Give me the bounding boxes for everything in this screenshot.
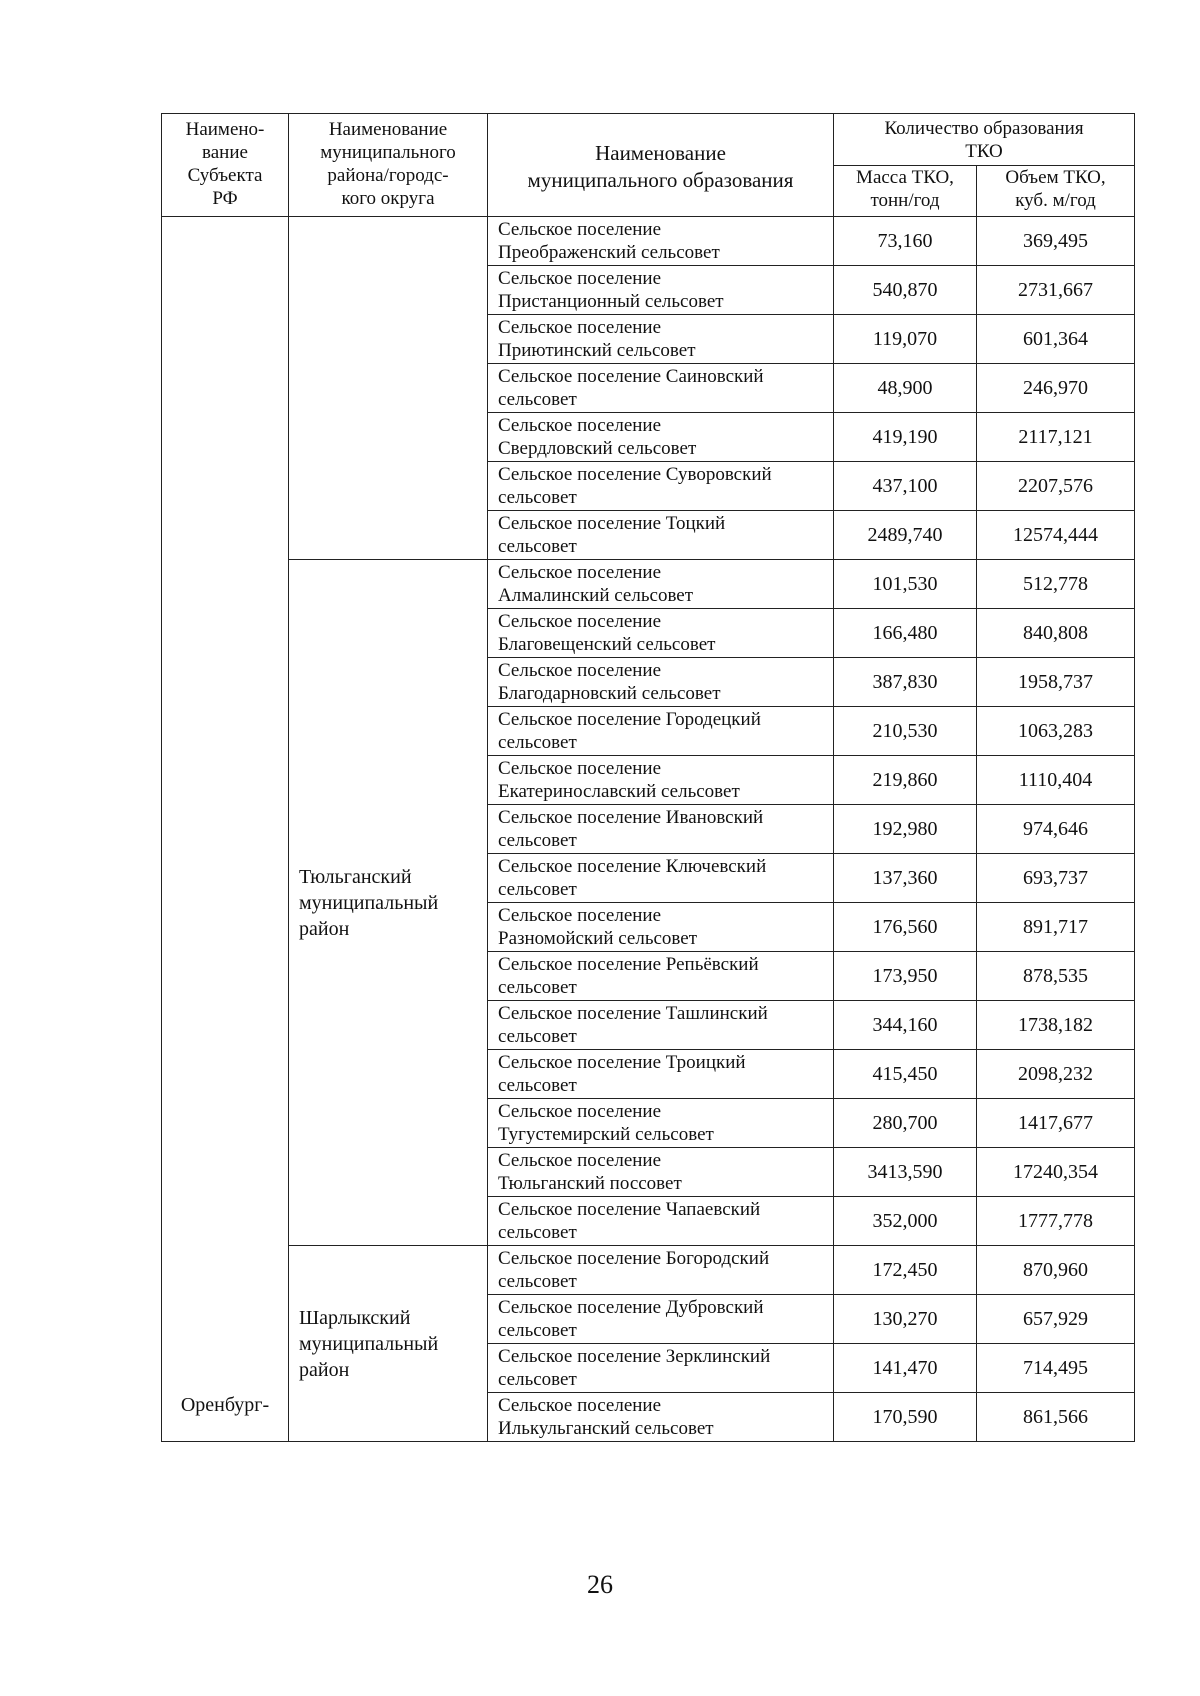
header-quantity: Количество образования ТКО bbox=[834, 114, 1135, 166]
municipality-name-cell: Сельское поселение Екатеринославский сельсовет bbox=[488, 756, 834, 805]
volume-cell: 1777,778 bbox=[977, 1197, 1135, 1246]
mass-cell: 137,360 bbox=[834, 854, 977, 903]
mass-cell: 415,450 bbox=[834, 1050, 977, 1099]
volume-cell: 974,646 bbox=[977, 805, 1135, 854]
mass-cell: 176,560 bbox=[834, 903, 977, 952]
mass-cell: 2489,740 bbox=[834, 511, 977, 560]
municipality-name-cell: Сельское поселение Пристанционный сельсовет bbox=[488, 266, 834, 315]
municipality-name-cell: Сельское поселение Тоцкий сельсовет bbox=[488, 511, 834, 560]
municipality-name-cell: Сельское поселение Богородский сельсовет bbox=[488, 1246, 834, 1295]
table-row bbox=[162, 1246, 1135, 1295]
volume-cell: 17240,354 bbox=[977, 1148, 1135, 1197]
header-district: Наименование муниципального района/городс- кого округа bbox=[289, 114, 488, 217]
municipality-name-cell: Сельское поселение Зерклинский сельсовет bbox=[488, 1344, 834, 1393]
municipality-name-cell: Сельское поселение Ивановский сельсовет bbox=[488, 805, 834, 854]
municipality-name-cell: Сельское поселение Ташлинский сельсовет bbox=[488, 1001, 834, 1050]
volume-cell: 246,970 bbox=[977, 364, 1135, 413]
volume-cell: 891,717 bbox=[977, 903, 1135, 952]
municipality-name-cell: Сельское поселение Ключевский сельсовет bbox=[488, 854, 834, 903]
municipality-name-cell: Сельское поселение Городецкий сельсовет bbox=[488, 707, 834, 756]
volume-cell: 657,929 bbox=[977, 1295, 1135, 1344]
mass-cell: 437,100 bbox=[834, 462, 977, 511]
volume-cell: 2207,576 bbox=[977, 462, 1135, 511]
municipality-name-cell: Сельское поселение Алмалинский сельсовет bbox=[488, 560, 834, 609]
data-table bbox=[161, 113, 1135, 1442]
municipality-name-cell: Сельское поселение Чапаевский сельсовет bbox=[488, 1197, 834, 1246]
municipality-name-cell: Сельское поселение Приютинский сельсовет bbox=[488, 315, 834, 364]
volume-cell: 1738,182 bbox=[977, 1001, 1135, 1050]
municipality-name-cell: Сельское поселение Тугустемирский сельсовет bbox=[488, 1099, 834, 1148]
municipality-name-cell: Сельское поселение Дубровский сельсовет bbox=[488, 1295, 834, 1344]
volume-cell: 1110,404 bbox=[977, 756, 1135, 805]
mass-cell: 101,530 bbox=[834, 560, 977, 609]
municipality-name-cell: Сельское поселение Разномойский сельсовет bbox=[488, 903, 834, 952]
volume-cell: 12574,444 bbox=[977, 511, 1135, 560]
table-row bbox=[162, 560, 1135, 609]
table-body bbox=[162, 217, 1135, 1442]
mass-cell: 119,070 bbox=[834, 315, 977, 364]
municipality-name-cell: Сельское поселение Суворовский сельсовет bbox=[488, 462, 834, 511]
mass-cell: 166,480 bbox=[834, 609, 977, 658]
header-mass: Масса ТКО, тонн/год bbox=[834, 166, 977, 217]
volume-cell: 1063,283 bbox=[977, 707, 1135, 756]
mass-cell: 192,980 bbox=[834, 805, 977, 854]
municipality-name-cell: Сельское поселение Репьёвский сельсовет bbox=[488, 952, 834, 1001]
volume-cell: 601,364 bbox=[977, 315, 1135, 364]
page-number: 26 bbox=[587, 1570, 613, 1599]
volume-cell: 878,535 bbox=[977, 952, 1135, 1001]
volume-cell: 861,566 bbox=[977, 1393, 1135, 1442]
header-row bbox=[162, 114, 1135, 166]
volume-cell: 1958,737 bbox=[977, 658, 1135, 707]
volume-cell: 512,778 bbox=[977, 560, 1135, 609]
volume-cell: 714,495 bbox=[977, 1344, 1135, 1393]
district-cell bbox=[289, 217, 488, 560]
mass-cell: 173,950 bbox=[834, 952, 977, 1001]
mass-cell: 419,190 bbox=[834, 413, 977, 462]
municipality-name-cell: Сельское поселение Саиновский сельсовет bbox=[488, 364, 834, 413]
mass-cell: 344,160 bbox=[834, 1001, 977, 1050]
volume-cell: 1417,677 bbox=[977, 1099, 1135, 1148]
volume-cell: 369,495 bbox=[977, 217, 1135, 266]
mass-cell: 141,470 bbox=[834, 1344, 977, 1393]
table-header bbox=[162, 114, 1135, 217]
municipality-name-cell: Сельское поселение Свердловский сельсовет bbox=[488, 413, 834, 462]
mass-cell: 3413,590 bbox=[834, 1148, 977, 1197]
mass-cell: 170,590 bbox=[834, 1393, 977, 1442]
mass-cell: 172,450 bbox=[834, 1246, 977, 1295]
subject-cell: Оренбург- bbox=[162, 217, 289, 1442]
mass-cell: 130,270 bbox=[834, 1295, 977, 1344]
municipality-name-cell: Сельское поселение Благодарновский сельсовет bbox=[488, 658, 834, 707]
mass-cell: 210,530 bbox=[834, 707, 977, 756]
volume-cell: 840,808 bbox=[977, 609, 1135, 658]
volume-cell: 2117,121 bbox=[977, 413, 1135, 462]
mass-cell: 352,000 bbox=[834, 1197, 977, 1246]
volume-cell: 2098,232 bbox=[977, 1050, 1135, 1099]
municipality-name-cell: Сельское поселение Троицкий сельсовет bbox=[488, 1050, 834, 1099]
volume-cell: 693,737 bbox=[977, 854, 1135, 903]
mass-cell: 219,860 bbox=[834, 756, 977, 805]
header-volume: Объем ТКО, куб. м/год bbox=[977, 166, 1135, 217]
mass-cell: 280,700 bbox=[834, 1099, 977, 1148]
mass-cell: 540,870 bbox=[834, 266, 977, 315]
district-cell: Шарлыкский муниципальный район bbox=[289, 1246, 488, 1442]
mass-cell: 73,160 bbox=[834, 217, 977, 266]
municipality-name-cell: Сельское поселение Преображенский сельсовет bbox=[488, 217, 834, 266]
volume-cell: 2731,667 bbox=[977, 266, 1135, 315]
municipality-name-cell: Сельское поселение Благовещенский сельсовет bbox=[488, 609, 834, 658]
mass-cell: 48,900 bbox=[834, 364, 977, 413]
district-cell: Тюльганский муниципальный район bbox=[289, 560, 488, 1246]
mass-cell: 387,830 bbox=[834, 658, 977, 707]
header-municipality: Наименование муниципального образования bbox=[488, 114, 834, 217]
municipality-name-cell: Сельское поселение Тюльганский поссовет bbox=[488, 1148, 834, 1197]
header-subject: Наимено- вание Субъекта РФ bbox=[162, 114, 289, 217]
volume-cell: 870,960 bbox=[977, 1246, 1135, 1295]
municipality-name-cell: Сельское поселение Илькульганский сельсовет bbox=[488, 1393, 834, 1442]
table-row bbox=[162, 217, 1135, 266]
